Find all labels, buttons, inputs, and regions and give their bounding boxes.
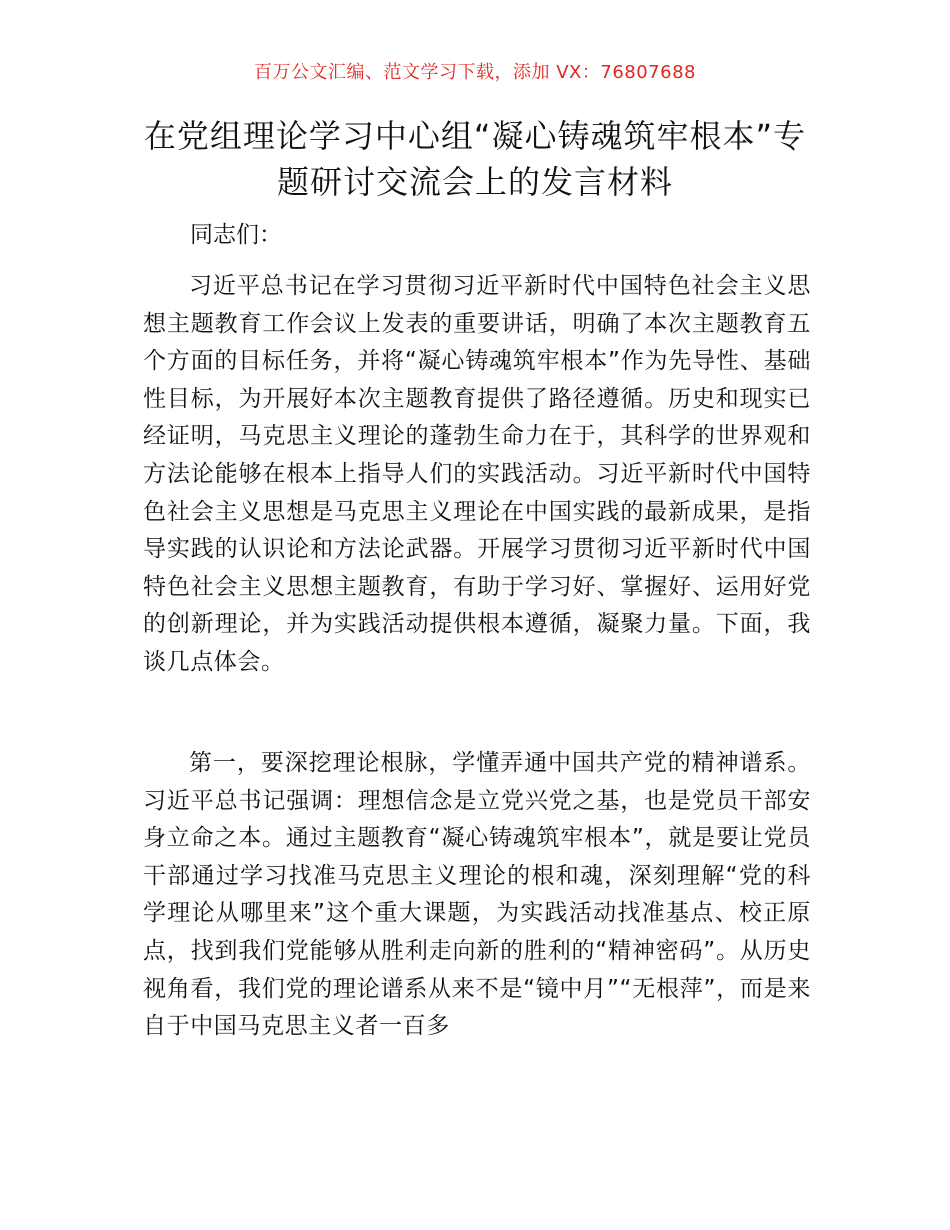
paragraph-2: 第一，要深挖理论根脉，学懂弄通中国共产党的精神谱系。习近平总书记强调：理想信念是立党兴党之基，也是党员干部安身立命之本。通过主题教育“凝心铸魂筑牢根本”，就是要让党员干部通过学习找准马克思主义理论的根和魂，深刻理解“党的科学理论从哪里来”这个重大课题，为实践活动找准基点、校正原点，找到我们党能够从胜利走向新的胜利的“精神密码”。从历史视角看，我们党的理论谱系从来不是“镜中月”“无根萍”，而是来自于中国马克思主义者一百多 <box>143 750 811 1040</box>
paragraph-1: 习近平总书记在学习贯彻习近平新时代中国特色社会主义思想主题教育工作会议上发表的重要讲话，明确了本次主题教育五个方面的目标任务，并将“凝心铸魂筑牢根本”作为先导性、基础性目标，为开展好本次主题教育提供了路径遵循。历史和现实已经证明，马克思主义理论的蓬勃生命力在于，其科学的世界观和方法论能够在根本上指导人们的实践活动。习近平新时代中国特色社会主义思想是马克思主义理论在中国实践的最新成果，是指导实践的认识论和方法论武器。开展学习贯彻习近平新时代中国特色社会主义思想主题教育，有助于学习好、掌握好、运用好党的创新理论，并为实践活动提供根本遵循，凝聚力量。下面，我谈几点体会。 <box>143 273 811 675</box>
header-watermark-note: 百万公文汇编、范文学习下载，添加 VX：76807688 <box>254 62 696 83</box>
document-title: 在党组理论学习中心组“凝心铸魂筑牢根本”专题研讨交流会上的发言材料 <box>143 117 807 201</box>
salutation: 同志们： <box>190 222 282 248</box>
